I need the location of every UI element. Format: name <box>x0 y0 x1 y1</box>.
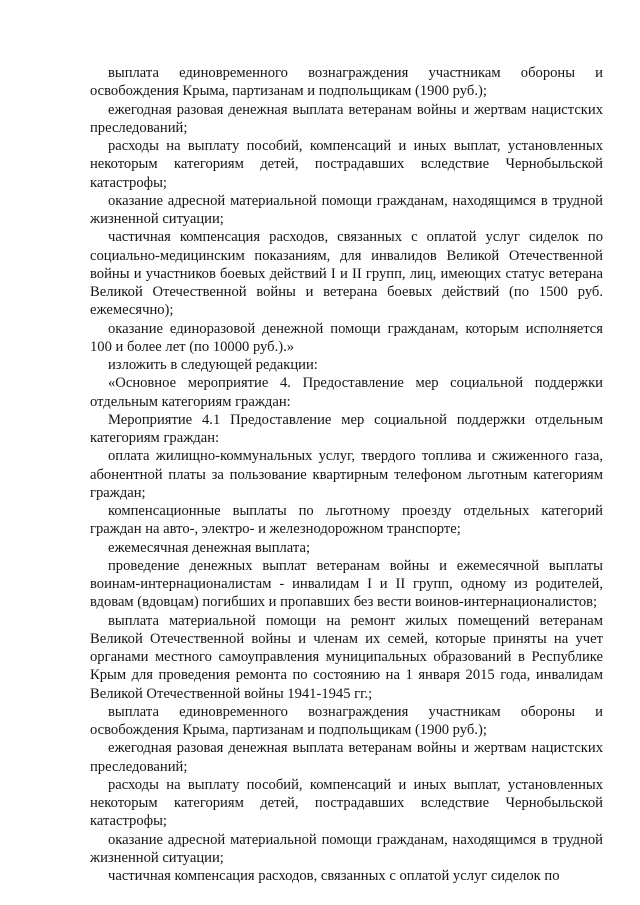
paragraph: частичная компенсация расходов, связанных с оплатой услуг сиделок по <box>108 868 560 884</box>
paragraph: выплата единовременного вознаграждения участникам обороны и освобождения Крыма, партизанам и подпольщикам (1900 руб.); <box>90 703 603 738</box>
paragraph: ежемесячная денежная выплата; <box>108 539 310 556</box>
paragraph: Мероприятие 4.1 Предоставление мер социальной поддержки отдельным категориям граждан: <box>90 411 603 446</box>
document-body <box>90 64 603 885</box>
paragraph: оказание адресной материальной помощи гражданам, находящимся в трудной жизненной ситуации; <box>90 831 603 866</box>
paragraph: выплата материальной помощи на ремонт жилых помещений ветеранам Великой Отечественной войны и членам их семей, которые приняты на учет органами местного самоуправления муниципальных образований в Республике Крым для проведения ремонта по состоянию на 1 января 2015 года, инвалидам Великой Отечественной войны 1941-1945 гг.; <box>90 612 603 702</box>
paragraph: ежегодная разовая денежная выплата ветеранам войны и жертвам нацистских преследований; <box>90 101 603 136</box>
paragraph: проведение денежных выплат ветеранам войны и ежемесячной выплаты воинам-интернационалистам - инвалидам I и II групп, одному из родителей, вдовам (вдовцам) погибших и пропавших без вести воинов-интернационалистов; <box>90 557 603 611</box>
paragraph: выплата единовременного вознаграждения участникам обороны и освобождения Крыма, партизанам и подпольщикам (1900 руб.); <box>90 65 603 100</box>
paragraph: изложить в следующей редакции: <box>108 357 318 373</box>
paragraph: компенсационные выплаты по льготному проезду отдельных категорий граждан на авто-, электро- и железнодорожном транспорте; <box>90 503 603 538</box>
paragraph: ежегодная разовая денежная выплата ветеранам войны и жертвам нацистских преследований; <box>90 740 603 775</box>
paragraph: расходы на выплату пособий, компенсаций и иных выплат, установленных некоторым категориям детей, пострадавших вследствие Чернобыльской катастрофы; <box>90 138 603 191</box>
paragraph: расходы на выплату пособий, компенсаций и иных выплат, установленных некоторым категориям детей, пострадавших вследствие Чернобыльской катастрофы; <box>90 776 603 830</box>
paragraph: оказание единоразовой денежной помощи гражданам, которым исполняется 100 и более лет (по 10000 руб.).» <box>90 320 603 355</box>
paragraph: «Основное мероприятие 4. Предоставление мер социальной поддержки отдельным категориям граждан: <box>90 375 603 410</box>
paragraph: оплата жилищно-коммунальных услуг, твердого топлива и сжиженного газа, абонентной платы за пользование квартирным телефоном льготным категориям граждан; <box>90 448 603 501</box>
paragraph: оказание адресной материальной помощи гражданам, находящимся в трудной жизненной ситуации; <box>90 192 603 227</box>
paragraph: частичная компенсация расходов, связанных с оплатой услуг сиделок по социально-медицинским показаниям, для инвалидов Великой Отечественной войны и участников боевых действий I и II групп, лиц, имеющих статус ветерана Великой Отечественной войны и ветерана боевых действий (по 1500 руб. ежемесячно); <box>90 229 603 319</box>
